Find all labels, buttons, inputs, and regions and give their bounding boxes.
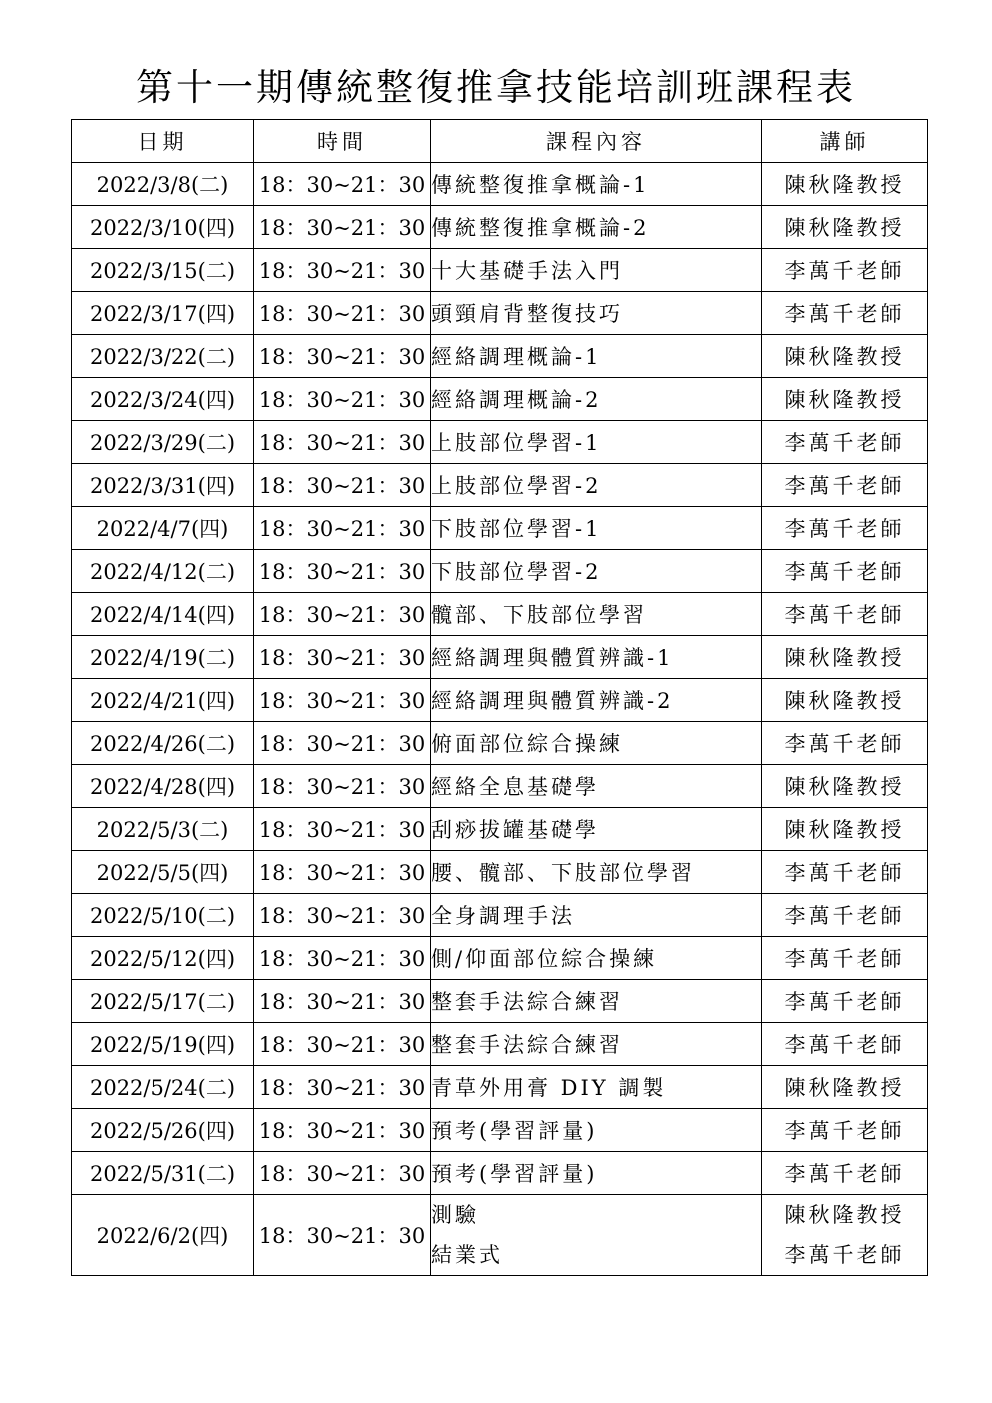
table-row [72, 421, 928, 464]
table-row [72, 679, 928, 722]
cell-time: 18：30~21：30 [254, 1152, 431, 1195]
cell-time: 18：30~21：30 [254, 1023, 431, 1066]
table-header-row [72, 120, 928, 163]
cell-date: 2022/5/31(二) [72, 1152, 254, 1195]
cell-teacher: 李萬千老師 [762, 292, 928, 335]
cell-course: 俯面部位綜合操練 [431, 722, 762, 765]
cell-teacher: 陳秋隆教授 [762, 335, 928, 378]
cell-time: 18：30~21：30 [254, 1195, 431, 1276]
table-row [72, 808, 928, 851]
table-row [72, 1152, 928, 1195]
header-date: 日期 [72, 120, 254, 163]
cell-teacher: 李萬千老師 [762, 851, 928, 894]
cell-time: 18：30~21：30 [254, 507, 431, 550]
cell-teacher: 陳秋隆教授 [762, 206, 928, 249]
cell-date: 2022/5/5(四) [72, 851, 254, 894]
header-course: 課程內容 [431, 120, 762, 163]
cell-course: 全身調理手法 [431, 894, 762, 937]
table-row-final [72, 1195, 928, 1276]
cell-time: 18：30~21：30 [254, 894, 431, 937]
header-time: 時間 [254, 120, 431, 163]
cell-time: 18：30~21：30 [254, 550, 431, 593]
table-row [72, 507, 928, 550]
cell-time: 18：30~21：30 [254, 1109, 431, 1152]
cell-course: 經絡全息基礎學 [431, 765, 762, 808]
cell-teacher: 李萬千老師 [762, 249, 928, 292]
table-row [72, 980, 928, 1023]
cell-date: 2022/5/19(四) [72, 1023, 254, 1066]
cell-teacher: 陳秋隆教授 [762, 636, 928, 679]
cell-course: 上肢部位學習-2 [431, 464, 762, 507]
table-row [72, 292, 928, 335]
cell-course [431, 1195, 762, 1276]
cell-teacher: 李萬千老師 [762, 894, 928, 937]
cell-date: 2022/4/7(四) [72, 507, 254, 550]
cell-time: 18：30~21：30 [254, 765, 431, 808]
cell-teacher: 李萬千老師 [762, 1152, 928, 1195]
cell-date: 2022/3/15(二) [72, 249, 254, 292]
cell-date: 2022/3/22(二) [72, 335, 254, 378]
cell-teacher: 李萬千老師 [762, 980, 928, 1023]
cell-time: 18：30~21：30 [254, 206, 431, 249]
table-row [72, 636, 928, 679]
cell-date: 2022/3/17(四) [72, 292, 254, 335]
cell-course: 側/仰面部位綜合操練 [431, 937, 762, 980]
cell-date: 2022/5/10(二) [72, 894, 254, 937]
table-row [72, 206, 928, 249]
schedule-table [71, 119, 928, 1276]
cell-time: 18：30~21：30 [254, 808, 431, 851]
cell-date: 2022/4/12(二) [72, 550, 254, 593]
table-row [72, 894, 928, 937]
cell-date: 2022/5/26(四) [72, 1109, 254, 1152]
cell-time: 18：30~21：30 [254, 292, 431, 335]
cell-teacher: 李萬千老師 [762, 507, 928, 550]
cell-time: 18：30~21：30 [254, 378, 431, 421]
table-row [72, 1109, 928, 1152]
cell-teacher: 李萬千老師 [762, 421, 928, 464]
table-row [72, 464, 928, 507]
cell-time: 18：30~21：30 [254, 593, 431, 636]
cell-course: 刮痧拔罐基礎學 [431, 808, 762, 851]
teacher-graduation: 李萬千老師 [784, 1243, 905, 1267]
table-row [72, 550, 928, 593]
cell-teacher: 陳秋隆教授 [762, 163, 928, 206]
table-row [72, 249, 928, 292]
cell-teacher: 陳秋隆教授 [762, 765, 928, 808]
table-row [72, 593, 928, 636]
cell-date: 2022/3/10(四) [72, 206, 254, 249]
cell-date: 2022/4/14(四) [72, 593, 254, 636]
cell-teacher: 李萬千老師 [762, 1109, 928, 1152]
cell-teacher [762, 1195, 928, 1276]
cell-course: 十大基礎手法入門 [431, 249, 762, 292]
table-row [72, 851, 928, 894]
cell-date: 2022/3/31(四) [72, 464, 254, 507]
cell-teacher: 陳秋隆教授 [762, 808, 928, 851]
cell-date: 2022/5/12(四) [72, 937, 254, 980]
cell-date: 2022/4/19(二) [72, 636, 254, 679]
cell-course: 上肢部位學習-1 [431, 421, 762, 464]
table-row [72, 378, 928, 421]
cell-course: 預考(學習評量) [431, 1152, 762, 1195]
cell-date: 2022/3/24(四) [72, 378, 254, 421]
cell-teacher: 陳秋隆教授 [762, 679, 928, 722]
cell-teacher: 李萬千老師 [762, 464, 928, 507]
cell-time: 18：30~21：30 [254, 464, 431, 507]
cell-teacher: 陳秋隆教授 [762, 1066, 928, 1109]
cell-course: 青草外用膏 DIY 調製 [431, 1066, 762, 1109]
table-row [72, 1023, 928, 1066]
cell-date: 2022/5/17(二) [72, 980, 254, 1023]
header-teacher: 講師 [762, 120, 928, 163]
cell-teacher: 李萬千老師 [762, 593, 928, 636]
cell-course: 頭頸肩背整復技巧 [431, 292, 762, 335]
cell-time: 18：30~21：30 [254, 163, 431, 206]
cell-time: 18：30~21：30 [254, 335, 431, 378]
cell-course: 下肢部位學習-2 [431, 550, 762, 593]
cell-time: 18：30~21：30 [254, 937, 431, 980]
cell-date: 2022/5/3(二) [72, 808, 254, 851]
cell-date: 2022/4/28(四) [72, 765, 254, 808]
cell-time: 18：30~21：30 [254, 851, 431, 894]
cell-course: 髖部、下肢部位學習 [431, 593, 762, 636]
cell-course: 下肢部位學習-1 [431, 507, 762, 550]
cell-date: 2022/5/24(二) [72, 1066, 254, 1109]
page-title: 第十一期傳統整復推拿技能培訓班課程表 [136, 66, 856, 109]
cell-time: 18：30~21：30 [254, 1066, 431, 1109]
cell-time: 18：30~21：30 [254, 980, 431, 1023]
cell-teacher: 陳秋隆教授 [762, 378, 928, 421]
cell-course: 經絡調理概論-1 [431, 335, 762, 378]
cell-time: 18：30~21：30 [254, 249, 431, 292]
table-row [72, 163, 928, 206]
cell-time: 18：30~21：30 [254, 421, 431, 464]
cell-course: 經絡調理概論-2 [431, 378, 762, 421]
cell-date: 2022/4/26(二) [72, 722, 254, 765]
teacher-exam: 陳秋隆教授 [784, 1203, 905, 1227]
table-row [72, 722, 928, 765]
cell-time: 18：30~21：30 [254, 679, 431, 722]
course-exam: 測驗 [431, 1203, 479, 1227]
cell-date: 2022/6/2(四) [72, 1195, 254, 1276]
table-row [72, 937, 928, 980]
cell-course: 整套手法綜合練習 [431, 980, 762, 1023]
table-row [72, 765, 928, 808]
cell-course: 預考(學習評量) [431, 1109, 762, 1152]
cell-time: 18：30~21：30 [254, 722, 431, 765]
schedule-body [72, 163, 928, 1276]
cell-date: 2022/3/8(二) [72, 163, 254, 206]
cell-course: 經絡調理與體質辨識-1 [431, 636, 762, 679]
cell-course: 傳統整復推拿概論-1 [431, 163, 762, 206]
cell-teacher: 李萬千老師 [762, 722, 928, 765]
table-row [72, 1066, 928, 1109]
cell-course: 整套手法綜合練習 [431, 1023, 762, 1066]
cell-teacher: 李萬千老師 [762, 550, 928, 593]
cell-date: 2022/3/29(二) [72, 421, 254, 464]
cell-course: 經絡調理與體質辨識-2 [431, 679, 762, 722]
cell-date: 2022/4/21(四) [72, 679, 254, 722]
cell-teacher: 李萬千老師 [762, 1023, 928, 1066]
cell-time: 18：30~21：30 [254, 636, 431, 679]
table-row [72, 335, 928, 378]
cell-teacher: 李萬千老師 [762, 937, 928, 980]
course-graduation: 結業式 [431, 1243, 503, 1267]
cell-course: 腰、髖部、下肢部位學習 [431, 851, 762, 894]
cell-course: 傳統整復推拿概論-2 [431, 206, 762, 249]
